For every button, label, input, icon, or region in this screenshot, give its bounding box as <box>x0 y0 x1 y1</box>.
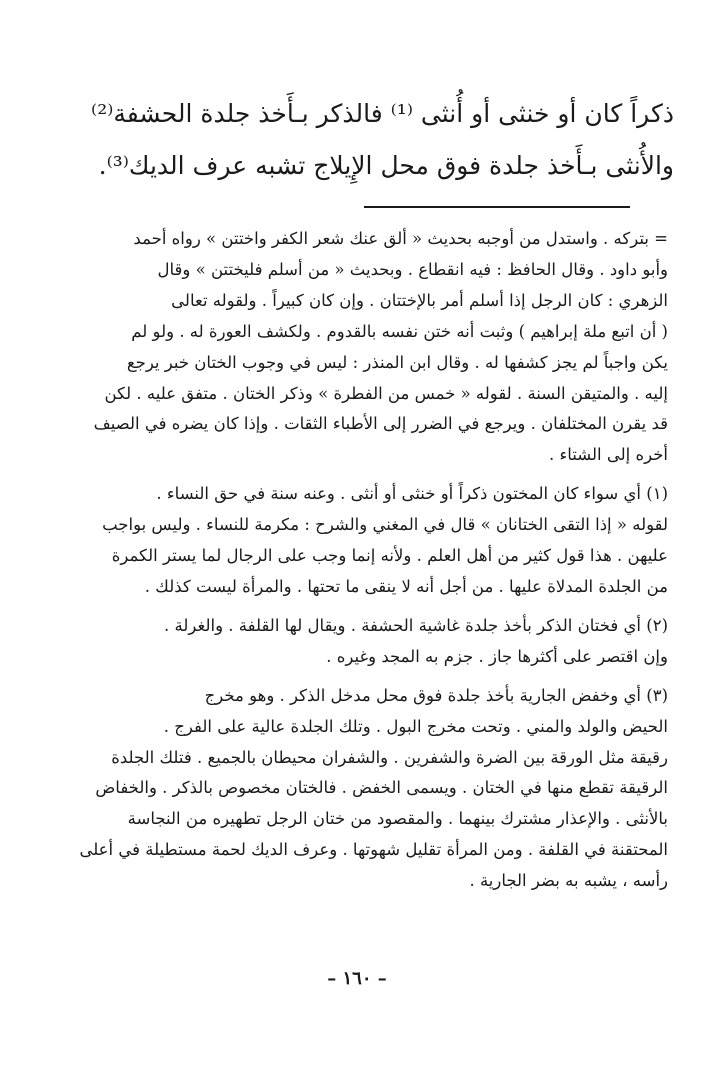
footnote-1 <box>36 479 668 603</box>
footnote-line: عليهن . هذا قول كثير من أهل العلم . ولأنه إنما وجب على الرجال لما يستر الكمرة <box>111 546 668 566</box>
footnote-3 <box>36 681 668 897</box>
footnote-line: بالأنثى . والإعذار مشترك بينهما . والمقصود من ختان الرجل تطهيره من النجاسة <box>127 809 668 829</box>
footnote-line: رقيقة مثل الورقة بين الضرة والشفرين . والشفران محيطان بالجميع . فتلك الجلدة <box>111 747 668 767</box>
footnote-line: قد يقرن المختلفان . ويرجع في الضرر إلى الأطباء الثقات . وإذا كان يضره في الصيف <box>93 414 668 434</box>
page-number: – ١٦٠ – <box>327 968 387 989</box>
footnote-line: أخره إلى الشتاء . <box>549 445 668 465</box>
footnote-line: رأسه ، يشبه به بضر الجارية . <box>469 871 668 891</box>
footnote-line: وإن اقتصر على أكثرها جاز . جزم به المجد وغيره . <box>326 646 668 666</box>
footnote-line: (٢) أي فختان الذكر بأخذ جلدة غاشية الحشفة . ويقال لها القلفة . والغرلة . <box>164 615 668 635</box>
footnote-line: إليه . والمتيقن السنة . لقوله « خمس من الفطرة » وذكر الختان . متفق عليه . لكن <box>104 383 668 403</box>
footnote-line: الحيض والولد والمني . وتحت مخرج البول . وتلك الجلدة عالية على الفرج . <box>163 716 668 736</box>
footnote-line: الزهري : كان الرجل إذا أسلم أمر بالإختتان . وإن كان كبيراً . ولقوله تعالى <box>171 290 668 310</box>
footnote-line: يكن واجباً لم يجز كشفها له . وقال ابن المنذر : ليس في وجوب الختان خبر يرجع <box>126 352 668 372</box>
footnote-line: من الجلدة المدلاة عليها . من أجل أنه لا ينقى ما تحتها . والمرأة ليست كذلك . <box>144 576 668 596</box>
footnote-line: المحتقنة في القلفة . ومن المرأة تقليل شهوتها . وعرف الديك لحمة مستطيلة في أعلى <box>79 840 668 860</box>
footnote-line: (١) أي سواء كان المختون ذكراً أو خنثى أو أنثى . وعنه سنة في حق النساء . <box>156 484 668 504</box>
main-text-line: والأُنثى بـأَخذ جلدة فوق محل الإِيلاج تشبه عرف الديك⁽³⁾. <box>98 151 674 180</box>
footnote-separator <box>364 206 630 208</box>
footnotes <box>36 224 668 905</box>
footnote-line: وأبو داود . وقال الحافظ : فيه انقطاع . وبحديث « من أسلم فليختتن » وقال <box>157 259 668 279</box>
footnote-line: الرقيقة تقطع منها في الختان . ويسمى الخفض . فالختان مخصوص بالذكر . والخفاض <box>95 778 668 798</box>
footnote-continuation <box>36 224 668 471</box>
footnote-line: = بتركه . واستدل من أوجبه بحديث « ألق عنك شعر الكفر واختتن » رواه أحمد <box>133 229 668 248</box>
main-text-line: ذكراً كان أو خنثى أو أُنثى ⁽¹⁾ فالذكر بـأَخذ جلدة الحشفة⁽²⁾ <box>91 99 674 128</box>
main-text <box>40 88 674 192</box>
footnote-line: ( أن اتبع ملة إبراهيم ) وثبت أنه ختن نفسه بالقدوم . ولكشف العورة له . ولو لم <box>131 321 668 341</box>
footnote-2 <box>36 611 668 673</box>
footnote-line: لقوله « إذا التقى الختانان » قال في المغني والشرح : مكرمة للنساء . وليس بواجب <box>102 515 668 535</box>
footnote-line: (٣) أي وخفض الجارية بأخذ جلدة فوق محل مدخل الذكر . وهو مخرج <box>204 685 668 705</box>
